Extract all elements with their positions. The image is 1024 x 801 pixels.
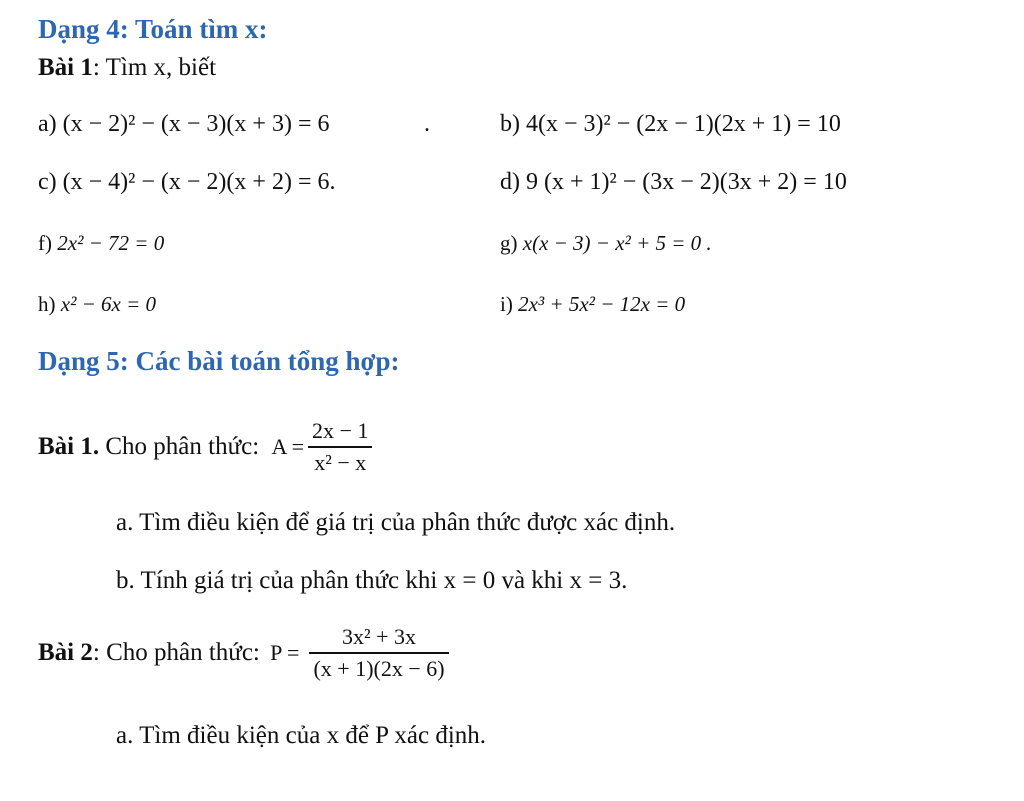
problem-b (500, 111, 841, 138)
problem-g-label: g) (500, 231, 518, 255)
s5-bai2-fraction (309, 624, 448, 682)
s5-bai1-denominator: x² − x (314, 449, 367, 475)
problem-c (38, 169, 335, 196)
s5-bai2-denominator: (x + 1)(2x − 6) (313, 655, 445, 681)
problem-f (38, 231, 164, 256)
problem-b-label: b) (500, 111, 520, 137)
problem-d-expr: 9 (x + 1)² − (3x − 2)(3x + 2) = 10 (526, 169, 847, 195)
problem-a (38, 111, 329, 138)
problem-h-expr: x² − 6x = 0 (60, 292, 157, 316)
s5-bai2-numerator: 3x² + 3x (342, 624, 417, 649)
problem-h-label: h) (38, 292, 56, 316)
s5-bai1-fraction (308, 418, 372, 476)
problem-i-expr: 2x³ + 5x² − 12x = 0 (518, 292, 686, 316)
bai1-text: : Tìm x, biết (92, 54, 217, 81)
problem-h (38, 292, 156, 317)
s5-bai2-lhs: P = (270, 639, 300, 665)
problem-i (500, 292, 685, 317)
s5-bai1-label: Bài 1. (38, 432, 100, 460)
problem-a-expr: (x − 2)² − (x − 3)(x + 3) = 6 (62, 111, 330, 137)
problem-c-expr: (x − 4)² − (x − 2)(x + 2) = 6. (62, 169, 336, 195)
section5-bai2-line (38, 624, 449, 682)
section4-bai1-line (38, 54, 216, 82)
problem-c-label: c) (38, 169, 57, 195)
problem-d-label: d) (500, 169, 520, 195)
s5-bai2-item-a: a. Tìm điều kiện của x để P xác định. (116, 722, 487, 749)
problem-g-expr: x(x − 3) − x² + 5 = 0 . (522, 231, 712, 255)
problem-g (500, 231, 712, 256)
s5-bai1-lhs: A = (271, 433, 305, 459)
problem-d (500, 169, 847, 196)
s5-bai2-text: : Cho phân thức: (92, 638, 260, 666)
section5-bai1-line (38, 418, 372, 476)
s5-bai1-item-b: b. Tính giá trị của phân thức khi x = 0 và khi x = 3. (116, 567, 628, 594)
section5-heading: Dạng 5: Các bài toán tổng hợp: (38, 346, 400, 376)
s5-bai2-label: Bài 2 (38, 638, 93, 666)
problem-b-expr: 4(x − 3)² − (2x − 1)(2x + 1) = 10 (526, 111, 841, 137)
problem-a-label: a) (38, 111, 57, 137)
s5-bai1-item-a: a. Tìm điều kiện để giá trị của phân thức được xác định. (116, 509, 676, 536)
s5-bai1-text: Cho phân thức: (105, 432, 260, 460)
problem-i-label: i) (500, 292, 513, 316)
problem-f-expr: 2x² − 72 = 0 (57, 231, 165, 255)
section4-heading: Dạng 4: Toán tìm x: (38, 14, 268, 44)
problem-f-label: f) (38, 231, 52, 255)
bai1-label: Bài 1 (38, 54, 93, 81)
problem-a-trailing-dot: . (424, 111, 430, 137)
s5-bai1-numerator: 2x − 1 (312, 418, 369, 443)
